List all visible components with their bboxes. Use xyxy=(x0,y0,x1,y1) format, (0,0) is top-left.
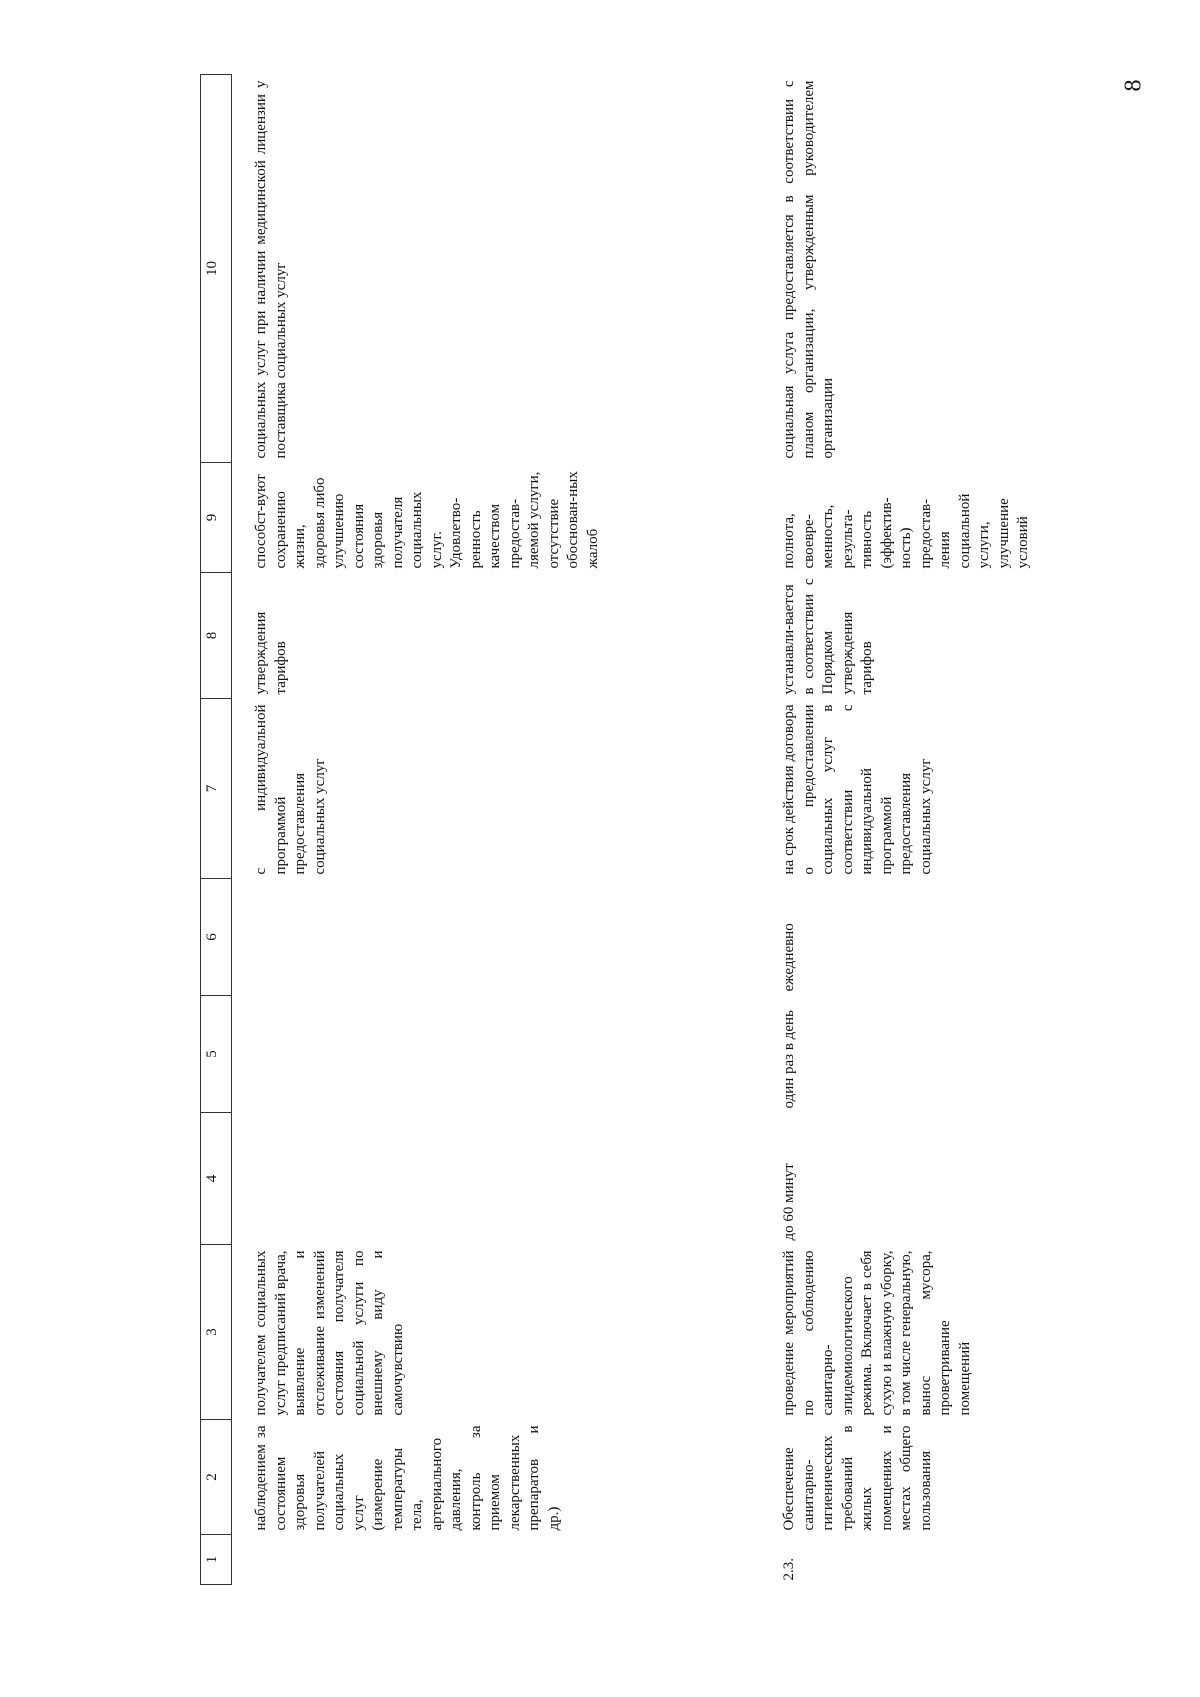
service-description: проведение мероприятий по соблюдению санитарно-эпидемиологического режима. Включает в себя сухую и влажную уборку, в том числе генеральную, вынос мусора, проветривание помещений xyxy=(781,1250,973,1416)
service-quality: полнота, своевре-менность, результа-тивность (эффектив-ность) предостав-ления социальной услуги, улучшение условий xyxy=(781,493,1031,569)
service-frequency xyxy=(232,996,753,1113)
service-tariff: устанавли-вается в соответствии с Порядком утверждения тарифов xyxy=(781,578,875,695)
service-duration: до 60 минут xyxy=(781,1163,797,1241)
row-number xyxy=(232,1535,753,1585)
service-conditions: социальная услуга предоставляется в соответствии с планом организации, утвержденным руководителем организации xyxy=(781,80,836,459)
header-col-7: 7 xyxy=(201,699,232,879)
header-row xyxy=(201,75,232,1585)
service-period: ежедневно xyxy=(781,923,797,992)
service-name: наблюдением за состоянием здоровья получателей социальных услуг (измерение температуры тела, артериального давления, контроль за приемом лекарственных препаратов и др.) xyxy=(253,1425,562,1531)
service-tariff: утверждения тарифов xyxy=(253,611,289,695)
service-name: Обеспечение санитарно-гигиенических требований в жилых помещениях и местах общего пользования xyxy=(781,1425,934,1531)
service-description: получателем социальных услуг предписаний врача, выявление и отслеживание изменений состояния получателя социальной услуги по внешнему виду и самочувствию xyxy=(253,1250,406,1416)
service-quality: способст-вуют сохранению жизни, здоровья либо улучшению состояния здоровья получателя социальных услуг. Удовлетво-ренность качеством предостав-ляемой услуги, отсутствие обоснован-ных жалоб xyxy=(253,471,601,569)
service-duration xyxy=(232,1113,753,1245)
header-col-2: 2 xyxy=(201,1420,232,1535)
service-frequency: один раз в день xyxy=(781,1010,797,1109)
services-table xyxy=(200,74,1034,1585)
page-number: 8 xyxy=(1120,79,1147,92)
table-row xyxy=(752,75,1034,1585)
service-conditions: социальных услуг при наличии медицинской лицензии у поставщика социальных услуг xyxy=(253,80,289,459)
table-row xyxy=(232,75,753,1585)
header-col-10: 10 xyxy=(201,75,232,463)
header-col-3: 3 xyxy=(201,1245,232,1420)
header-col-5: 5 xyxy=(201,996,232,1113)
header-col-9: 9 xyxy=(201,463,232,573)
header-col-1: 1 xyxy=(201,1535,232,1585)
header-col-4: 4 xyxy=(201,1113,232,1245)
header-col-6: 6 xyxy=(201,879,232,996)
header-col-8: 8 xyxy=(201,573,232,699)
service-term: на срок действия договора о предоставлении социальных услуг в соответствии с индивидуальной программой предоставления социальных услуг xyxy=(781,704,934,875)
service-period xyxy=(232,879,753,996)
row-number: 2.3. xyxy=(781,1558,797,1581)
service-term: с индивидуальной программой предоставления социальных услуг xyxy=(253,704,328,875)
